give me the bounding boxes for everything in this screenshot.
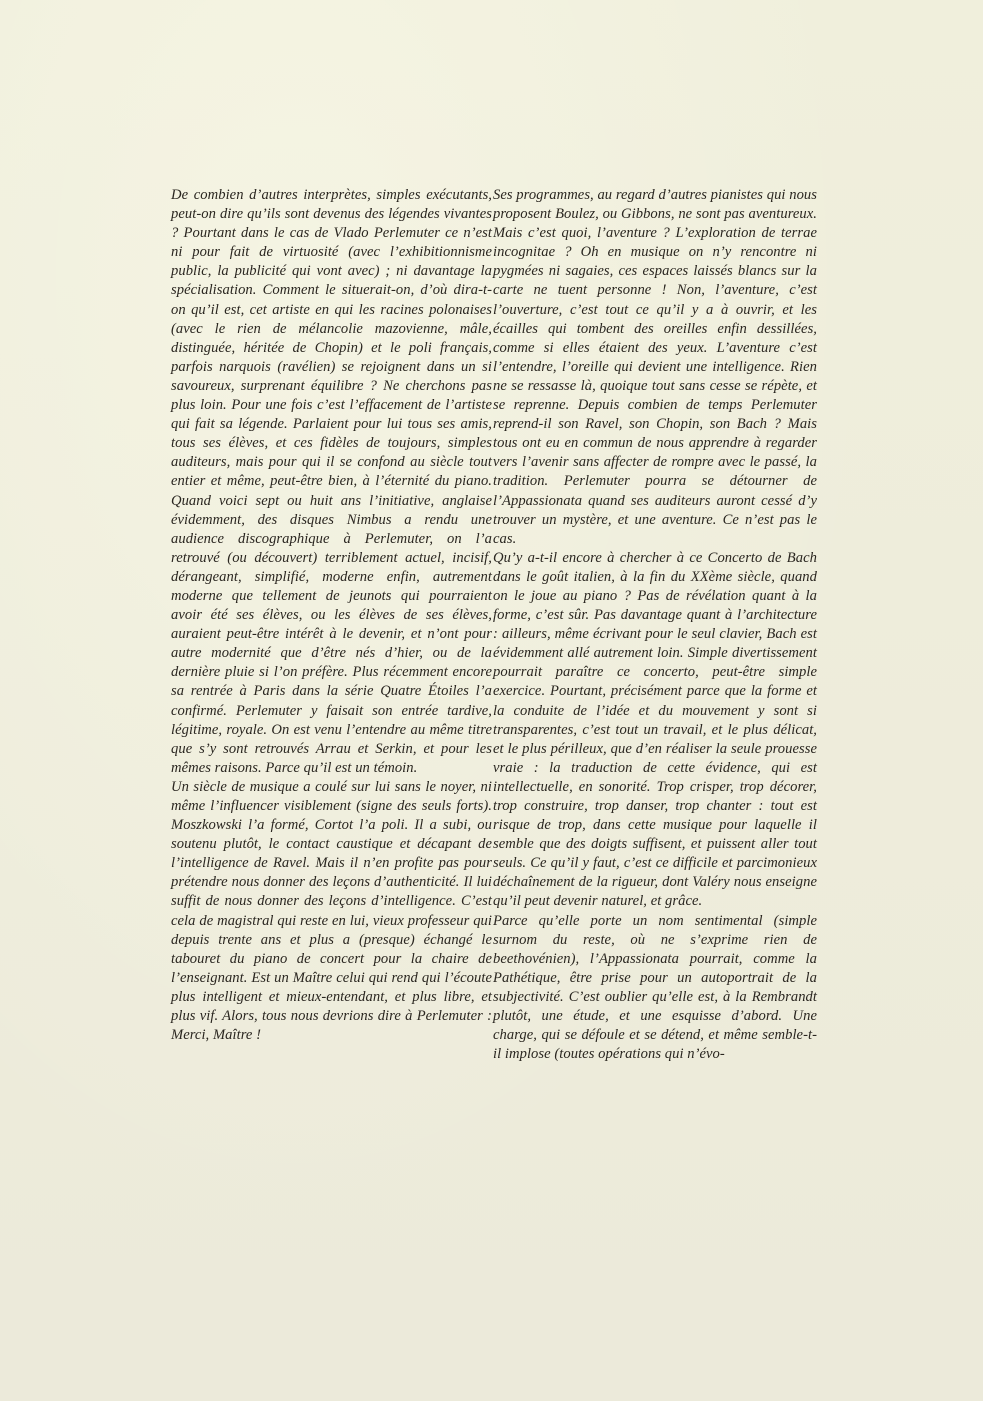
left-text-column bbox=[171, 186, 492, 1045]
right-text-column bbox=[493, 186, 817, 1064]
paragraph: Parce qu’elle porte un nom sentimental (simple surnom du reste, où ne s’exprime rien de beethovénien), l’Appassionata pourrait, comme la Pathétique, être prise pour un autoportrait de la subjectivité. C’est oublier qu’elle est, à la Rembrandt plutôt, une étude, et une esquisse d’abord. Une charge, qui se défoule et se détend, et même semble-t-il implose (toutes opérations qui n’évo- bbox=[493, 912, 817, 1063]
paragraph: Un siècle de musique a coulé sur lui sans le noyer, ni même l’influencer visiblement (signe des seuls forts). Moszkowski l’a formé, Cortot l’a poli. Il a subi, ou soutenu plutôt, le contact caustique et décapant de l’intelligence de Ravel. Mais il n’en profite pas pour prétendre nous donner des leçons d’authenticité. Il lui suffit de nous donner des leçons d’intelligence. C’est cela de magistral qui reste en lui, vieux professeur qui depuis trente ans et plus a (presque) échangé le tabouret du piano de concert pour la chaire de l’enseignant. Est un Maître celui qui rend qui l’écoute plus intelligent et mieux-entendant, et plus libre, et plus vif. Alors, tous nous devrions dire à Perlemuter : Merci, Maître ! bbox=[171, 778, 492, 1044]
paragraph: Ses programmes, au regard d’autres pianistes qui nous proposent Boulez, ou Gibbons, ne sont pas aventureux. Mais c’est quoi, l’aventure ? L’exploration de terrae incognitae ? Oh en musique on n’y rencontre ni pygmées ni sagaies, ces espaces laissés blancs sur la carte ne tuent personne ! Non, l’aventure, c’est l’ouverture, c’est tout ce qu’il y a à ouvrir, et les écailles qui tombent des oreilles enfin dessillées, comme si elles étaient des yeux. L’aventure c’est l’entendre, l’oreille qui devient une intelligence. Rien ne se ressasse là, quoique tout sans cesse se répète, et se reprenne. Depuis combien de temps Perlemuter reprend-il son Ravel, son Chopin, son Bach ? Mais tous ont eu en commun de nous apprendre à regarder vers l’avenir sans affecter de rompre avec le passé, la tradition. Perlemuter pourra se détourner de l’Appassionata quand ses auditeurs auront cessé d’y trouver un mystère, et une aventure. Ce n’est pas le cas. bbox=[493, 187, 817, 547]
paragraph: Qu’y a-t-il encore à chercher à ce Concerto de Bach dans le goût italien, à la fin du XXème siècle, quand on le joue au piano ? Pas de révélation quant à la forme, c’est sûr. Pas davantage quant à l’architecture : ailleurs, même écrivant pour le seul clavier, Bach est évidemment allé autrement loin. Simple divertissement pourrait paraître ce concerto, peut-être simple exercice. Pourtant, précisément parce que la forme et la conduite de l’idée et du mouvement y sont si transparentes, c’est tout un travail, et le plus délicat, et le plus périlleux, que d’en réaliser la seule prouesse vraie : la traduction de cette évidence, qui est intellectuelle, en sonorité. Trop crisper, trop décorer, trop construire, trop danser, trop chanter : tout est risque de trop, dans cette musique pour laquelle il semble que des doigts suffisent, et puissent aller tout seuls. Ce qu’il y faut, c’est ce difficile et parcimonieux déchaînement de la rigueur, dont Valéry nous enseigne qu’il peut devenir naturel, et grâce. bbox=[493, 549, 817, 910]
paragraph: De combien d’autres interprètes, simples exécutants, peut-on dire qu’ils sont devenus des légendes vivantes ? Pourtant dans le cas de Vlado Perlemuter ce n’est ni pour fait de virtuosité (avec l’exhibitionnisme public, la publicité qui vont avec) ; ni davantage la spécialisation. Comment le situerait-on, d’où dira-t-on qu’il est, cet artiste en qui les racines polonaises (avec le rien de mélancolie mazovienne, mâle, distinguée, héritée de Chopin) et le poli français, parfois narquois (ravélien) se rejoignent dans un si savoureux, surprenant équilibre ? Ne cherchons pas plus loin. Pour une fois c’est l’effacement de l’artiste qui fait sa légende. Parlaient pour lui tous ses amis, tous ses élèves, et ces fidèles de toujours, simples auditeurs, mais pour qui il se confond au siècle tout entier et même, peut-être bien, à l’éternité du piano. Quand voici sept ou huit ans l’initiative, anglaise évidemment, des disques Nimbus a rendu une audience discographique à Perlemuter, on l’a retrouvé (ou découvert) terriblement actuel, incisif, dérangeant, simplifié, moderne enfin, autrement moderne que tellement de jeunots qui pourraient avoir été ses élèves, ou les élèves de ses élèves, auraient peut-être intérêt à le devenir, et n’ont pour autre modernité que d’être nés d’hier, ou de la dernière pluie si l’on préfère. Plus récemment encore sa rentrée à Paris dans la série Quatre Étoiles l’a confirmé. Perlemuter y faisait son entrée tardive, légitime, royale. On est venu l’entendre au même titre que s’y sont retrouvés Arrau et Serkin, et pour les mêmes raisons. Parce qu’il est un témoin. bbox=[171, 187, 492, 776]
